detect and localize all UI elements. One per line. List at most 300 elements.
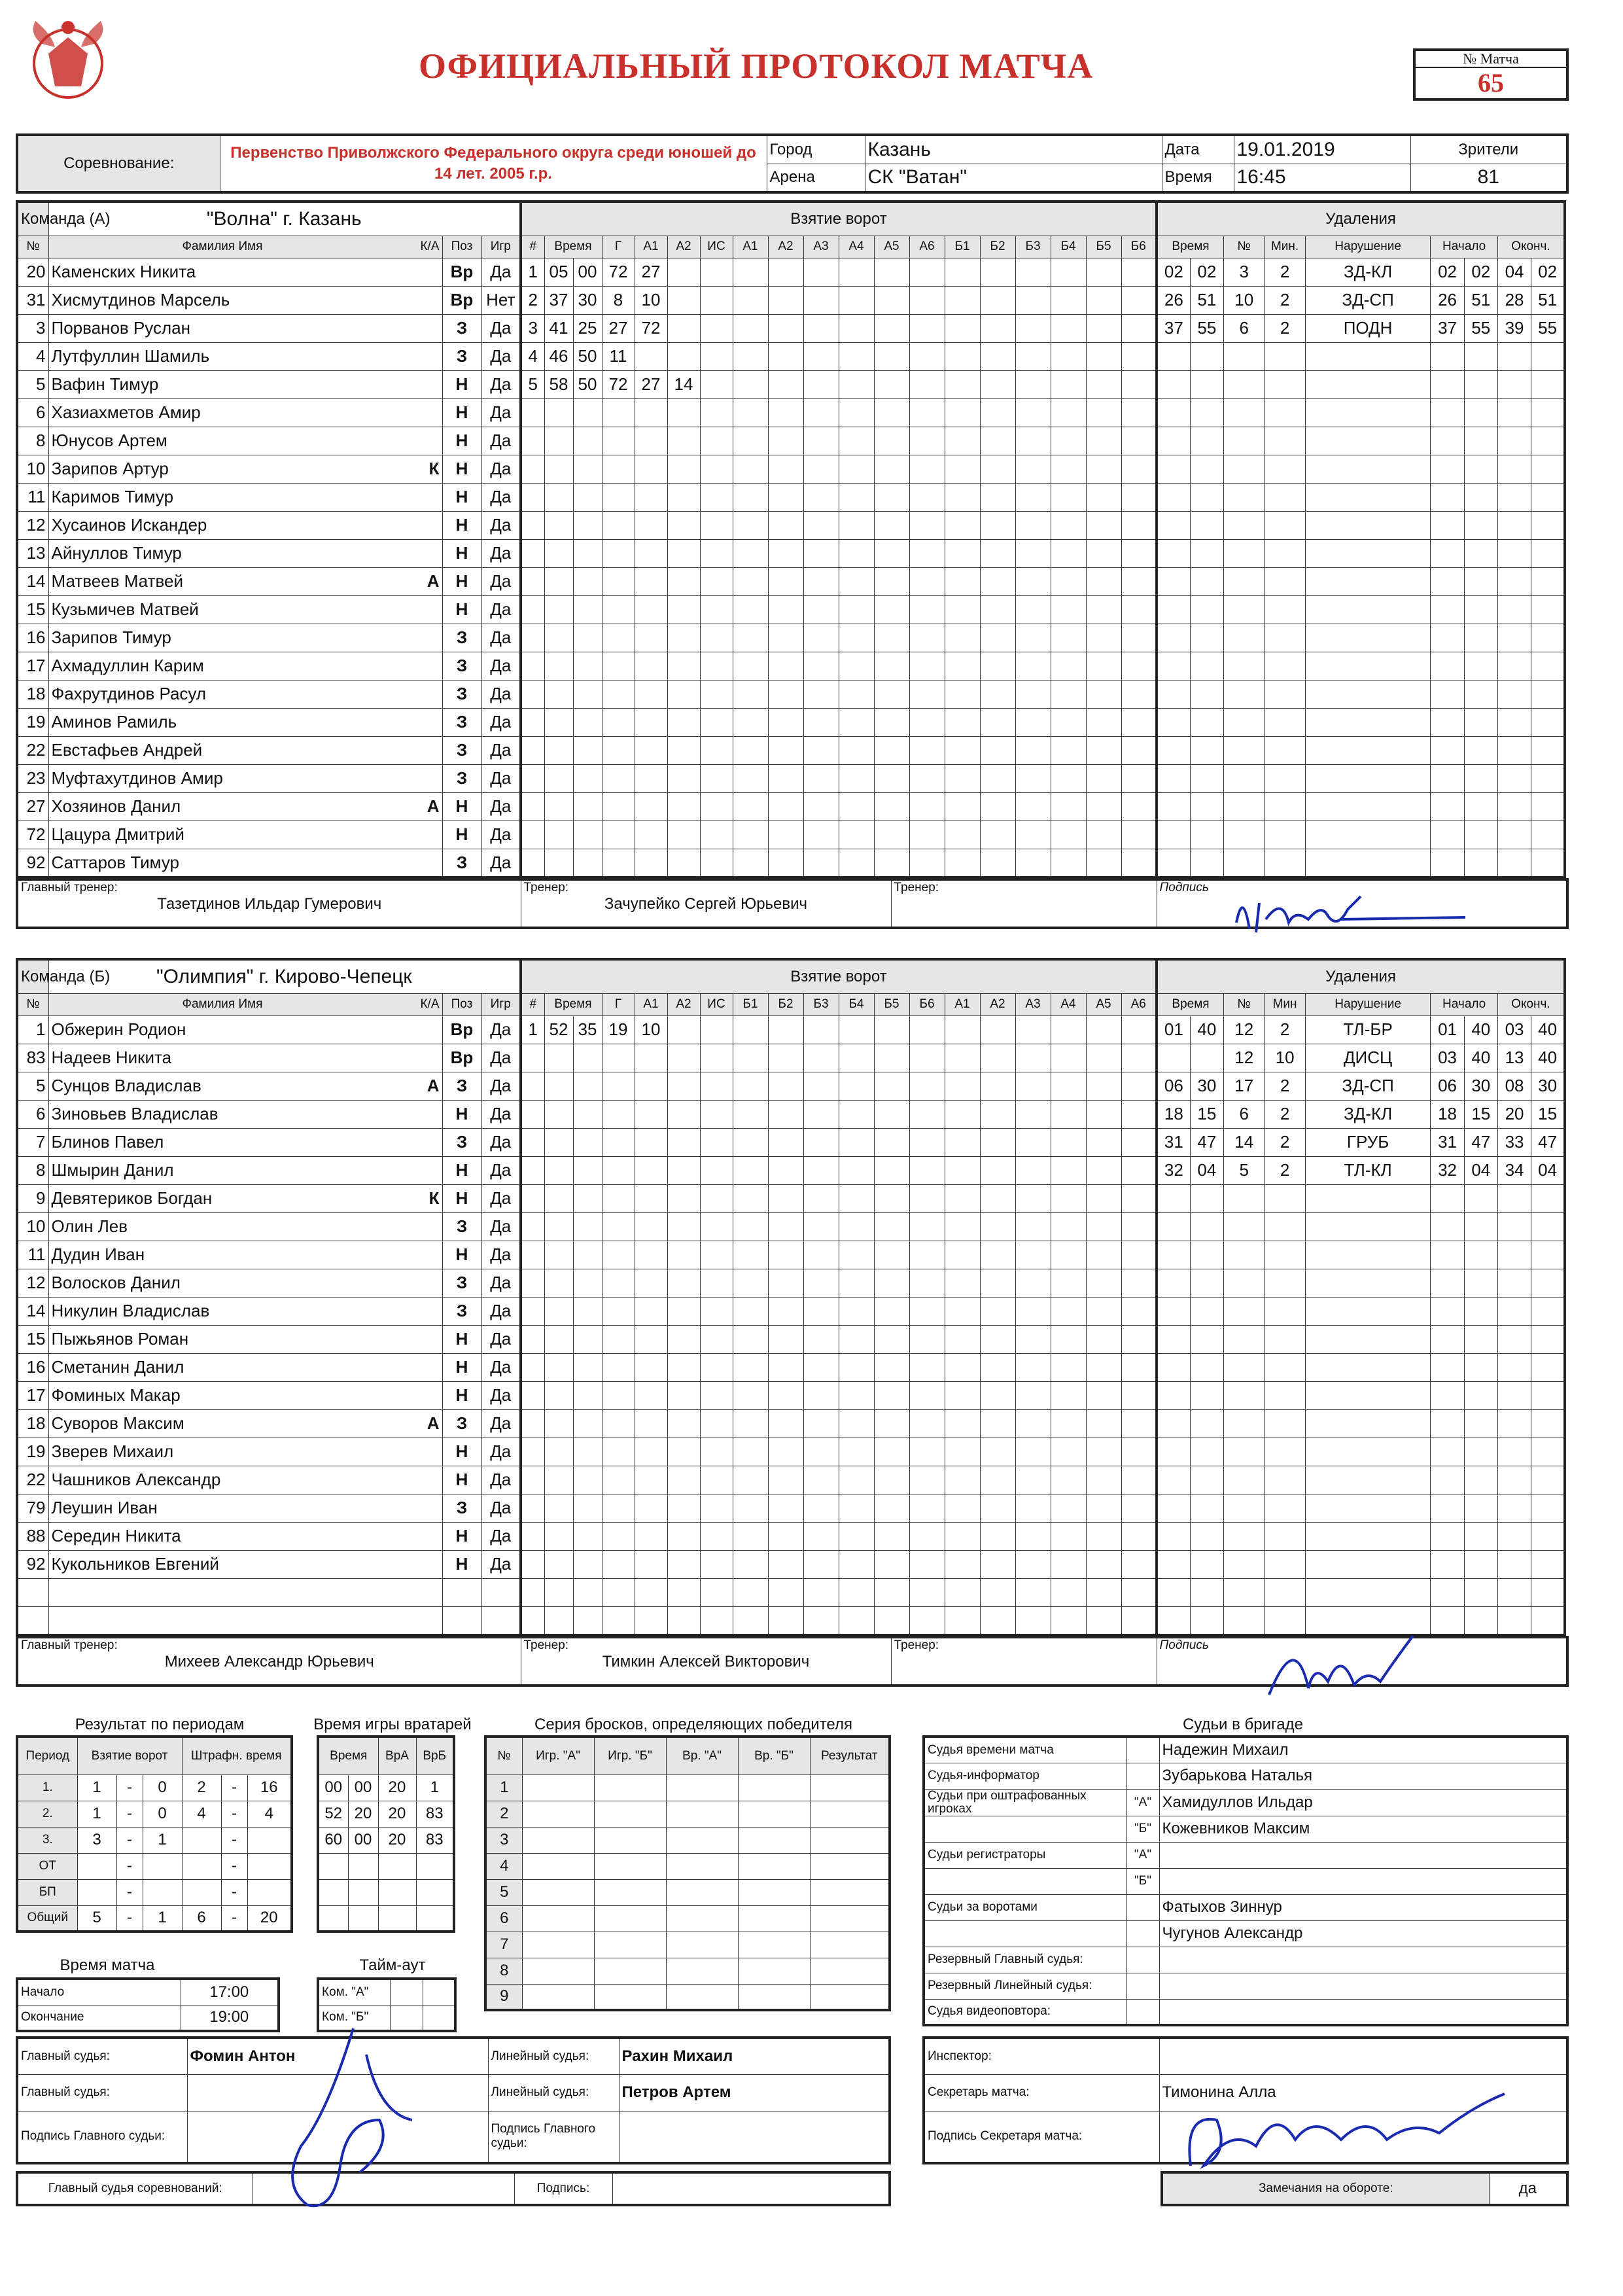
empty-cell (1121, 1494, 1157, 1522)
empty-cell (544, 1100, 573, 1128)
empty-cell (544, 1184, 573, 1212)
empty-cell (874, 286, 909, 314)
penalty-row (1157, 511, 1565, 539)
empty-cell (733, 314, 768, 342)
player-played: Да (481, 511, 521, 539)
empty-cell (667, 792, 700, 821)
team_b-h-ka: К/А (420, 997, 440, 1011)
empty-cell (1531, 849, 1565, 877)
goalie-s: 20 (348, 1801, 378, 1827)
player-number: 18 (17, 1409, 48, 1438)
team_b-h-no: № (17, 993, 48, 1016)
empty-cell (594, 1853, 666, 1879)
empty-cell (768, 1381, 803, 1409)
empty-cell (768, 1269, 803, 1297)
empty-cell (1305, 1494, 1431, 1522)
penalty-row (1157, 567, 1565, 595)
empty-cell (839, 595, 874, 624)
empty-cell (602, 1269, 635, 1297)
empty-cell (573, 1044, 602, 1072)
player-played: Да (481, 1353, 521, 1381)
empty-cell (803, 342, 839, 370)
empty-cell (980, 624, 1015, 652)
empty-cell (602, 398, 635, 427)
player-name-cell (48, 342, 442, 370)
goal-row (521, 624, 1157, 652)
player-name-cell (48, 1128, 442, 1156)
empty-cell (521, 1297, 544, 1325)
empty-cell (667, 1494, 700, 1522)
goalie-a: 20 (378, 1775, 416, 1801)
player-position: Вр (442, 258, 481, 286)
empty-cell (667, 1241, 700, 1269)
empty-cell (1531, 1325, 1565, 1353)
team_b-goals-title-row (521, 959, 1157, 993)
pen-duration: 2 (1265, 314, 1305, 342)
empty-cell (839, 1409, 874, 1438)
goal-assist-1: 10 (635, 286, 667, 314)
h-line-11: Б6 (1121, 236, 1157, 258)
empty-cell (945, 1466, 980, 1494)
empty-cell (738, 1853, 810, 1879)
player-position: Н (442, 1381, 481, 1409)
empty-cell (1086, 1409, 1121, 1438)
empty-cell (521, 398, 544, 427)
empty-cell (909, 1466, 945, 1494)
empty-cell (909, 427, 945, 455)
player-number: 8 (17, 1156, 48, 1184)
team_a-signature-label: Подпись (1159, 881, 1209, 894)
shootout-no: 4 (485, 1853, 522, 1879)
time-value: 16:45 (1234, 164, 1410, 192)
empty-cell (980, 1044, 1015, 1072)
empty-cell (874, 1550, 909, 1578)
player-name: Матвеев Матвей (51, 571, 183, 591)
empty-cell (544, 427, 573, 455)
empty-cell (1497, 1466, 1531, 1494)
team_a-coach-cell (521, 879, 891, 928)
empty-cell (980, 483, 1015, 511)
shootout-row (485, 1801, 890, 1827)
empty-cell (1190, 398, 1223, 427)
empty-cell (1121, 1522, 1157, 1550)
player-position: Н (442, 1325, 481, 1353)
player-name: Сметанин Данил (51, 1357, 184, 1377)
empty-cell (1464, 1184, 1497, 1212)
empty-cell (1265, 736, 1305, 764)
empty-cell (1157, 1381, 1190, 1409)
empty-cell (768, 539, 803, 567)
empty-cell (909, 1241, 945, 1269)
match-end-label: Окончание (17, 2005, 181, 2031)
empty-cell (1497, 398, 1531, 427)
goal-situation (700, 1016, 733, 1044)
empty-cell (945, 314, 980, 342)
goal-row (521, 1016, 1157, 1044)
empty-cell (602, 595, 635, 624)
empty-cell (573, 624, 602, 652)
empty-cell (1051, 764, 1086, 792)
empty-cell (1464, 1353, 1497, 1381)
empty-cell (1464, 1550, 1497, 1578)
empty-cell (980, 1269, 1015, 1297)
empty-cell (839, 1044, 874, 1072)
empty-cell (1265, 1184, 1305, 1212)
empty-cell (1265, 1381, 1305, 1409)
empty-cell (874, 1297, 909, 1325)
empty-cell (602, 567, 635, 595)
empty-cell (635, 736, 667, 764)
pen-start-sec: 30 (1464, 1072, 1497, 1100)
player-name: Саттаров Тимур (51, 852, 179, 872)
empty-cell (1086, 314, 1121, 342)
empty-cell (874, 483, 909, 511)
team_a-head-coach-cell (17, 879, 521, 928)
empty-cell (1464, 1381, 1497, 1409)
h-ptime: Время (1157, 236, 1224, 258)
team_a-coach-2-cell (891, 879, 1157, 928)
empty-cell (544, 455, 573, 483)
empty-cell (1224, 455, 1265, 483)
pen-end-sec: 51 (1531, 286, 1565, 314)
goal-row (521, 539, 1157, 567)
empty-cell (1051, 1494, 1086, 1522)
empty-cell (667, 1156, 700, 1184)
empty-cell (1224, 511, 1265, 539)
empty-cell (1497, 849, 1531, 877)
periods-table (16, 1735, 293, 1933)
empty-cell (874, 511, 909, 539)
empty-cell (573, 398, 602, 427)
team_a-h-played: Игр (481, 236, 521, 258)
goal-row (521, 314, 1157, 342)
team_a-pen-header (1157, 236, 1565, 258)
empty-cell (635, 849, 667, 877)
empty-cell (1051, 1212, 1086, 1241)
empty-cell (1265, 1409, 1305, 1438)
empty-cell (1121, 539, 1157, 567)
empty-cell (945, 258, 980, 286)
empty-cell (909, 314, 945, 342)
empty-cell (1051, 455, 1086, 483)
empty-cell (635, 1522, 667, 1550)
empty-cell (1051, 370, 1086, 398)
empty-cell (874, 821, 909, 849)
empty-cell (521, 1269, 544, 1297)
empty-cell (667, 1550, 700, 1578)
penalty-row (1157, 370, 1565, 398)
empty-cell (909, 1297, 945, 1325)
empty-cell (1224, 1212, 1265, 1241)
empty-cell (874, 1409, 909, 1438)
shootout-h_pa: Игр. "А" (522, 1737, 594, 1775)
player-row (17, 1438, 521, 1466)
penalty-row (1157, 1325, 1565, 1353)
h-pno: № (1224, 993, 1265, 1016)
empty-cell (1431, 1381, 1464, 1409)
empty-cell (1305, 1241, 1431, 1269)
empty-cell (573, 1184, 602, 1212)
player-name-cell (48, 483, 442, 511)
player-played: Да (481, 1494, 521, 1522)
empty-cell (733, 1128, 768, 1156)
h-line-10: Б5 (1086, 236, 1121, 258)
period-dash: - (116, 1827, 143, 1853)
empty-cell (1121, 342, 1157, 370)
empty-cell (1015, 1466, 1051, 1494)
player-name: Юнусов Артем (51, 431, 167, 450)
empty-cell (521, 483, 544, 511)
team_a-pen-title-row (1157, 202, 1565, 236)
empty-cell (1464, 1494, 1497, 1522)
empty-cell (635, 1072, 667, 1100)
h-pmin: Мин. (1265, 236, 1305, 258)
player-name: Ахмадуллин Карим (51, 656, 204, 675)
empty-cell (1121, 258, 1157, 286)
empty-cell (980, 511, 1015, 539)
empty-cell (1305, 1409, 1431, 1438)
empty-cell (635, 1578, 667, 1606)
empty-cell (1265, 483, 1305, 511)
empty-cell (1531, 624, 1565, 652)
player-number: 92 (17, 1550, 48, 1578)
empty-cell (1497, 792, 1531, 821)
pen-end-min: 28 (1497, 286, 1531, 314)
empty-cell (945, 427, 980, 455)
empty-cell (1051, 736, 1086, 764)
h-is: ИС (700, 236, 733, 258)
empty-cell (521, 1184, 544, 1212)
empty-cell (1015, 736, 1051, 764)
empty-cell (1497, 736, 1531, 764)
goal-row (521, 736, 1157, 764)
player-position: З (442, 1212, 481, 1241)
empty-cell (635, 1353, 667, 1381)
empty-cell (1086, 567, 1121, 595)
empty-cell (1121, 849, 1157, 877)
empty-cell (733, 1016, 768, 1044)
empty-cell (909, 1578, 945, 1606)
match-end: 19:00 (181, 2005, 279, 2031)
empty-cell (1086, 1072, 1121, 1100)
empty-cell (768, 427, 803, 455)
empty-cell (803, 1072, 839, 1100)
empty-cell (909, 1550, 945, 1578)
empty-cell (1015, 1044, 1051, 1072)
empty-cell (909, 1128, 945, 1156)
empty-cell (768, 455, 803, 483)
player-number: 9 (17, 1184, 48, 1212)
date-value: 19.01.2019 (1234, 135, 1410, 164)
empty-cell (1051, 1466, 1086, 1494)
empty-cell (1464, 1212, 1497, 1241)
player-role: А (427, 1076, 440, 1095)
empty-cell (1265, 652, 1305, 680)
official-role (924, 1816, 1126, 1842)
empty-cell (1531, 1353, 1565, 1381)
empty-cell (1086, 624, 1121, 652)
empty-cell (1305, 1184, 1431, 1212)
h-line-11: А6 (1121, 993, 1157, 1016)
empty-cell (1190, 680, 1223, 708)
empty-cell (700, 849, 733, 877)
player-played: Да (481, 624, 521, 652)
empty-cell (667, 595, 700, 624)
empty-cell (980, 849, 1015, 877)
empty-cell (1224, 370, 1265, 398)
player-name-cell (48, 736, 442, 764)
pen-player: 5 (1224, 1156, 1265, 1184)
empty-cell (733, 1184, 768, 1212)
player-row (17, 1353, 521, 1381)
shootout-h_res: Результат (810, 1737, 890, 1775)
player-name-cell (48, 1381, 442, 1409)
empty-cell (1265, 1297, 1305, 1325)
player-position: Н (442, 1156, 481, 1184)
empty-cell (874, 1325, 909, 1353)
player-name: Блинов Павел (51, 1132, 164, 1152)
pen-start-sec: 40 (1464, 1016, 1497, 1044)
h-start: Начало (1431, 993, 1498, 1016)
h-line-7: Б2 (980, 236, 1015, 258)
player-number: 15 (17, 1325, 48, 1353)
empty-cell (544, 1494, 573, 1522)
empty-cell (666, 1853, 738, 1879)
empty-cell (521, 821, 544, 849)
empty-cell (1051, 595, 1086, 624)
empty-cell (1157, 1522, 1190, 1550)
empty-cell (1431, 1578, 1464, 1606)
empty-cell (635, 1100, 667, 1128)
empty-cell (1305, 511, 1431, 539)
empty-cell (667, 652, 700, 680)
empty-cell (1086, 511, 1121, 539)
empty-cell (544, 1269, 573, 1297)
empty-cell (635, 792, 667, 821)
period-row (17, 1905, 292, 1932)
player-position: Н (442, 1522, 481, 1550)
pen-start-min: 37 (1431, 314, 1464, 342)
empty-cell (1531, 342, 1565, 370)
empty-cell (1497, 624, 1531, 652)
empty-cell (602, 1297, 635, 1325)
goal-row (521, 1494, 1157, 1522)
official-name: Зубарькова Наталья (1159, 1763, 1567, 1789)
empty-cell (1531, 1269, 1565, 1297)
player-position: З (442, 736, 481, 764)
goal-assist-2 (667, 1016, 700, 1044)
empty-cell (1157, 1241, 1190, 1269)
empty-cell (1157, 736, 1190, 764)
goal-row (521, 511, 1157, 539)
team_a-label: Команда (А) (17, 202, 48, 236)
empty-cell (667, 483, 700, 511)
empty-cell (1531, 1550, 1565, 1578)
player-row (17, 1241, 521, 1269)
empty-cell (521, 511, 544, 539)
empty-cell (768, 258, 803, 286)
h-line-4: А5 (874, 236, 909, 258)
pen-duration: 2 (1265, 1156, 1305, 1184)
h-a1: А1 (635, 993, 667, 1016)
empty-cell (521, 1606, 544, 1635)
pen-violation: ТЛ-БР (1305, 1016, 1431, 1044)
player-row (17, 680, 521, 708)
empty-cell (1157, 764, 1190, 792)
h-line-4: Б5 (874, 993, 909, 1016)
empty-cell (768, 1128, 803, 1156)
empty-cell (839, 1100, 874, 1128)
empty-cell (544, 1072, 573, 1100)
empty-cell (738, 1801, 810, 1827)
empty-cell (768, 821, 803, 849)
empty-cell (803, 1438, 839, 1466)
player-number: 7 (17, 1128, 48, 1156)
empty-cell (1121, 567, 1157, 595)
goal-row (521, 792, 1157, 821)
player-name: Никулин Владислав (51, 1301, 210, 1320)
player-played: Да (481, 1212, 521, 1241)
empty-cell (700, 1156, 733, 1184)
official-role (924, 1920, 1126, 1947)
empty-cell (1265, 792, 1305, 821)
empty-cell (1015, 1381, 1051, 1409)
player-played: Да (481, 1409, 521, 1438)
empty-cell (945, 736, 980, 764)
empty-cell (700, 764, 733, 792)
empty-cell (803, 1381, 839, 1409)
player-name-cell (48, 1100, 442, 1128)
empty-cell (1121, 1466, 1157, 1494)
empty-cell (635, 1550, 667, 1578)
pen-second: 15 (1190, 1100, 1223, 1128)
empty-cell (839, 1269, 874, 1297)
penalty-row (1157, 1184, 1565, 1212)
empty-cell (1305, 1325, 1431, 1353)
official-role (924, 1868, 1126, 1894)
empty-cell (667, 1100, 700, 1128)
player-name-cell (48, 849, 442, 877)
empty-cell (874, 849, 909, 877)
team_b-coach-2-cell (891, 1637, 1157, 1686)
h-line-7: А2 (980, 993, 1015, 1016)
player-played: Да (481, 652, 521, 680)
empty-cell (1531, 483, 1565, 511)
player-played: Да (481, 1325, 521, 1353)
empty-cell (909, 567, 945, 595)
empty-cell (602, 1578, 635, 1606)
player-played: Да (481, 1184, 521, 1212)
goalie-title: Время игры вратарей (313, 1716, 472, 1733)
goal-assist-1: 10 (635, 1016, 667, 1044)
player-number: 72 (17, 821, 48, 849)
player-row (17, 567, 521, 595)
h-ptime: Время (1157, 993, 1224, 1016)
empty-cell (768, 849, 803, 877)
empty-cell (980, 1466, 1015, 1494)
shootout-row (485, 1775, 890, 1801)
empty-cell (1305, 680, 1431, 708)
empty-cell (909, 764, 945, 792)
player-position: З (442, 314, 481, 342)
empty-cell (909, 1016, 945, 1044)
empty-cell (521, 1550, 544, 1578)
player-name-cell (48, 1156, 442, 1184)
empty-cell (874, 1241, 909, 1269)
empty-cell (803, 1241, 839, 1269)
team_a-title-row (17, 202, 521, 236)
empty-cell (945, 1381, 980, 1409)
